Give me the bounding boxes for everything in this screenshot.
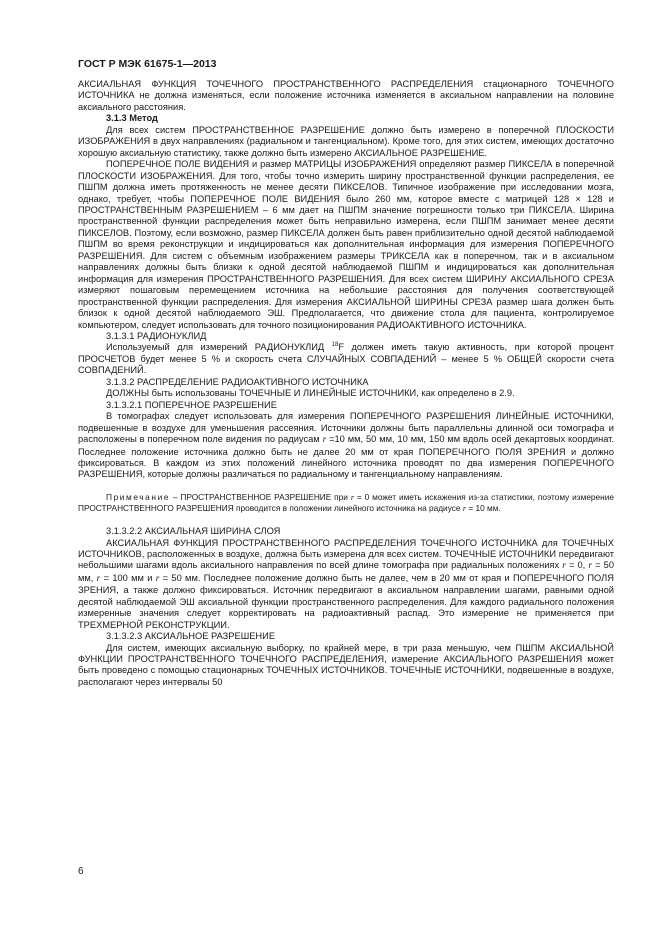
heading-3-1-3-2-3: 3.1.3.2.3 АКСИАЛЬНОЕ РАЗРЕШЕНИЕ xyxy=(106,631,276,642)
note-text-a: – ПРОСТРАНСТВЕННОЕ РАЗРЕШЕНИЕ при xyxy=(170,491,351,502)
axial-text-a: АКСИАЛЬНАЯ ФУНКЦИЯ ПРОСТРАНСТВЕННОГО РАСПРЕДЕЛЕНИЯ ТОЧЕЧНОГО ИСТОЧНИКА для ТОЧЕЧНЫХ ИСТОЧНИКОВ, расположенных в воздухе, должна быть измерена для всех систем. ТОЧЕЧНЫЕ ИСТОЧНИКИ передвигают небольшими шагами вдоль аксиального направления по всей длине томографа при радиальных положениях xyxy=(78,537,614,571)
axial-text-d: = 100 мм и xyxy=(100,572,156,583)
paragraph-axial-resolution: Для систем, имеющих аксиальную выборку, по крайней мере, в три раза меньшую, чем ПШПМ АКСИАЛЬНОЙ ФУНКЦИИ ПРОСТРАНСТВЕННОГО ТОЧЕЧНОГО РАСПРЕДЕЛЕНИЯ, измерение АКСИАЛЬНОГО РАЗРЕШЕНИЯ может быть проведено с помощью стационарных ТОЧЕЧНЫХ ИСТОЧНИКОВ. ТОЧЕЧНЫЕ ИСТОЧНИКИ, подвешенные в воздухе, располагают через интервалы 50 xyxy=(78,642,614,687)
axial-text-b: = 0, xyxy=(565,560,589,571)
radius-symbol: r xyxy=(350,492,355,502)
heading-3-1-3-2-2: 3.1.3.2.2 АКСИАЛЬНАЯ ШИРИНА СЛОЯ xyxy=(106,526,281,537)
radionuclide-text-b: F должен иметь такую активность, при которой процент ПРОСЧЕТОВ будет менее 5 % и скорость счета СЛУЧАЙНЫХ СОВПАДЕНИЙ – менее 5 % ОБЩЕЙ скорости счета СОВПАДЕНИЙ. xyxy=(78,342,614,376)
page-number: 6 xyxy=(78,866,84,877)
document-body xyxy=(78,79,614,481)
isotope-mass-number: 18 xyxy=(331,342,339,349)
radius-symbol: r xyxy=(588,561,592,572)
radius-symbol: r xyxy=(155,573,160,584)
paragraph-transverse-resolution xyxy=(78,411,614,481)
axial-text-c: = 50 мм, xyxy=(78,560,615,583)
heading-3-1-3-2: 3.1.3.2 РАСПРЕДЕЛЕНИЕ РАДИОАКТИВНОГО ИСТОЧНИКА xyxy=(106,376,369,387)
note-text-b: = 0 может иметь искажения из-за статистики, поэтому измерение ПРОСТРАНСТВЕННОГО РАЗРЕШЕНИЯ проводится в положении линейного источника на радиусе xyxy=(78,491,614,514)
paragraph-sources: ДОЛЖНЫ быть использованы ТОЧЕЧНЫЕ И ЛИНЕЙНЫЕ ИСТОЧНИКИ, как определено в 2.9. xyxy=(106,388,515,399)
paragraph-axial-slice-width xyxy=(78,538,614,632)
paragraph-transverse-field: ПОПЕРЕЧНОЕ ПОЛЕ ВИДЕНИЯ и размер МАТРИЦЫ ИЗОБРАЖЕНИЯ определяют размер ПИКСЕЛА в поперечной ПЛОСКОСТИ ИЗОБРАЖЕНИЯ. Для того, чтобы точно измерить ширину пространственной функции распределения, ее ПШПМ должна иметь протяженность не менее десяти ПИКСЕЛОВ. Типичное изображение при исследовании мозга, однако, требует, чтобы ПОПЕРЕЧНОЕ ПОЛЕ ВИДЕНИЯ было 260 мм, которое вместе с матрицей 128 × 128 и ПРОСТРАНСТВЕННЫМ РАЗРЕШЕНИЕМ – 6 мм дает на ПШПМ значение погрешности только три ПИКСЕЛА. Ширина пространственной функции распределения может быть неправильно измерена, если ПШПМ занимает менее десяти ПИКСЕЛОВ. Поэтому, если возможно, размер ПИКСЕЛА должен быть равен приблизительно одной десятой наблюдаемой ПШПМ во время реконструкции и индицироваться как дополнительная информация для измерения ПОПЕРЕЧНОГО РАЗРЕШЕНИЯ. Для систем с объемным изображением размеры ТРИКСЕЛА как в поперечном, так и в аксиальном направлениях должны быть близки к одной десятой наблюдаемой ПШПМ и индицироваться как дополнительная информация для измерения ПРОСТРАНСТВЕННОГО РАЗРЕШЕНИЯ. Для всех систем ШИРИНУ АКСИАЛЬНОГО СРЕЗА измеряют пошаговым перемещением источника на небольшие расстояния для получения соответствующей пространственной функции распределения. Для измерения АКСИАЛЬНОЙ ШИРИНЫ СРЕЗА размер шага должен быть близок к одной десятой наблюдаемого ЭШ. Предполагается, что движение стола для пациента, контролируемое компьютером, следует использовать для точного позиционирования РАДИОАКТИВНОГО ИСТОЧНИКА. xyxy=(78,159,614,330)
note-label: Примечание xyxy=(106,491,171,502)
note-block xyxy=(78,492,614,515)
document-header: ГОСТ Р МЭК 61675-1—2013 xyxy=(78,58,217,70)
paragraph-radionuclide xyxy=(78,342,614,376)
transverse-text-a: В томографах следует использовать для измерения ПОПЕРЕЧНОГО РАЗРЕШЕНИЯ ЛИНЕЙНЫЕ ИСТОЧНИКИ, подвешенные в воздухе для уменьшения рассеяния. Источники должны быть параллельны длинной оси томографа и расположены в поперечном поле видения по радиусам xyxy=(78,411,614,445)
paragraph-axial-function: АКСИАЛЬНАЯ ФУНКЦИЯ ТОЧЕЧНОГО ПРОСТРАНСТВЕННОГО РАСПРЕДЕЛЕНИЯ стационарного ТОЧЕЧНОГО ИСТОЧНИКА не должна изменяться, если положение источника изменяется в аксиальном направлении на половине аксиального расстояния. xyxy=(78,79,614,112)
radius-symbol: r xyxy=(322,435,327,446)
radius-symbol: r xyxy=(462,504,467,514)
radius-symbol: r xyxy=(96,573,101,584)
paragraph-method: Для всех систем ПРОСТРАНСТВЕННОЕ РАЗРЕШЕНИЕ должно быть измерено в поперечной ПЛОСКОСТИ ИЗОБРАЖЕНИЯ в двух направлениях (радиальном и тангенциальном). Кроме того, для этих систем, имеющих достаточно хорошую аксиальную статистику, также должно быть измерено АКСИАЛЬНОЕ РАЗРЕШЕНИЕ. xyxy=(78,124,614,158)
note-text-c: = 10 мм. xyxy=(466,503,501,514)
document-page xyxy=(78,58,614,688)
heading-3-1-3: 3.1.3 Метод xyxy=(106,113,158,124)
document-body-continued xyxy=(78,526,614,688)
transverse-text-b: =10 мм, 50 мм, 10 мм, 150 мм вдоль осей декартовых координат. Последнее положение источника должно быть не далее 20 мм от края ПОПЕРЕЧНОГО ПОЛЯ ЗРЕНИЯ и должно фиксироваться. В каждом из этих положений линейного источника проводят по два измерения ПОПЕРЕЧНОГО РАЗРЕШЕНИЯ, которые должны различаться по радиальному и тангенциальному направлениям. xyxy=(78,434,614,480)
radionuclide-text-a: Используемый для измерений РАДИОНУКЛИД xyxy=(106,342,332,353)
heading-3-1-3-2-1: 3.1.3.2.1 ПОПЕРЕЧНОЕ РАЗРЕШЕНИЕ xyxy=(106,399,277,410)
radius-symbol: r xyxy=(562,561,566,572)
heading-3-1-3-1: 3.1.3.1 РАДИОНУКЛИД xyxy=(106,330,207,341)
axial-text-e: = 50 мм. Последнее положение должно быть не далее, чем в 20 мм от края и ПОПЕРЕЧНОГО ПОЛЯ ЗРЕНИЯ, а также должно фиксироваться. Источник передвигают в аксиальном направлении шагами, равными одной десятой наблюдаемой ЭШ аксиальной функции пространственного распределения. Для каждого радиального положения измеренные значения следует корректировать на радиоактивный распад. Это измерение не применяется при ТРЕХМЕРНОЙ РЕКОНСТРУКЦИИ. xyxy=(78,572,614,630)
